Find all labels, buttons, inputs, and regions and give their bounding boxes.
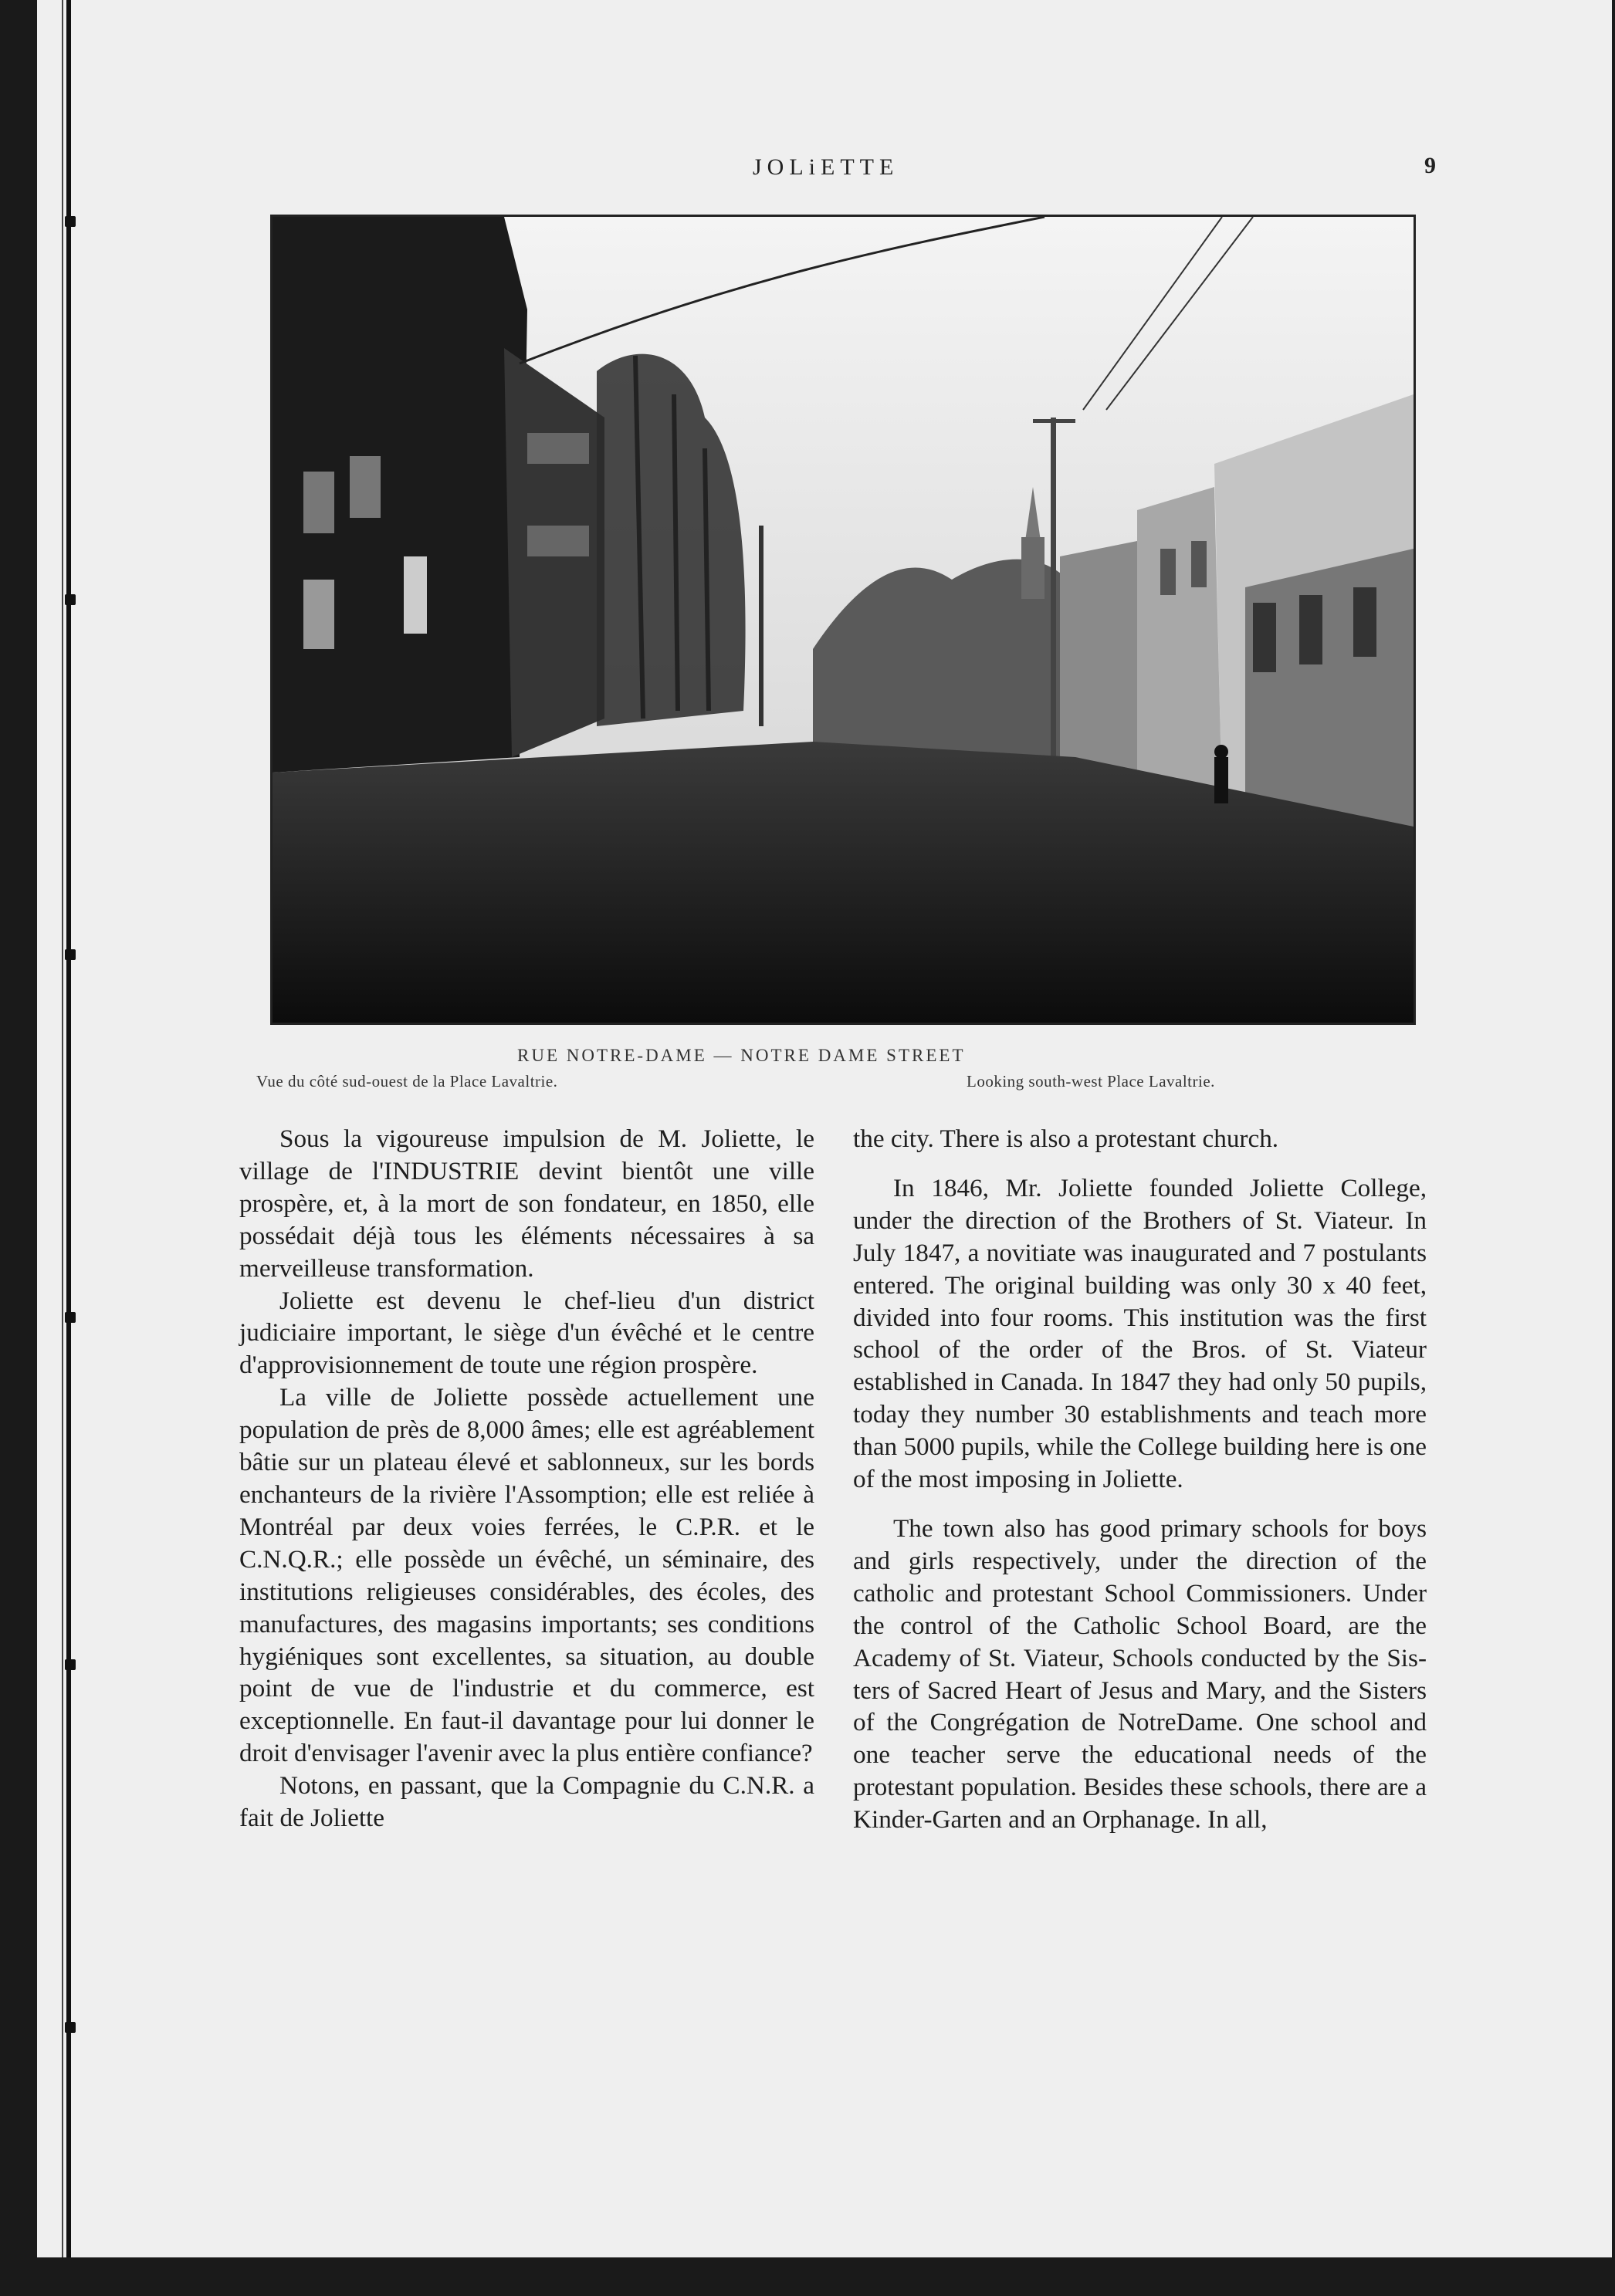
paragraph: In 1846, Mr. Joliette founded Joliette College, under the direction of the Brothers of St. Viateur. In July 1847, a novitiate was inaugurated and 7 postulants entered. The original building was only 30 x 40 feet, divided into four rooms. This institution was the first school of the order of the Bros. of St. Viateur established in Canada. In 1847 they had only 50 pupils, today they number 30 establishments and teach more than 5000 pupils, while the College building here is one of the most imposing in Joliette.	[853, 1173, 1427, 1494]
street-photograph	[270, 215, 1416, 1025]
left-text-column	[239, 1123, 814, 1834]
figure-caption-english: Looking south-west Place Lavaltrie.	[967, 1072, 1215, 1091]
paragraph: The town also has good primary schools for boys and girls respectively, under the direction of the catholic and protestant School Commissioners. Under the control of the Catholic School Board, are the Academy of St. Viateur, Schools conducted by the Sisters of Sacred Heart of Jesus and Mary, and the Sisters of the Congrégation de NotreDame. One school and one teacher serve the educational needs of the protestant population. Besides these schools, there are a Kinder-Garten and an Orphanage. In all,	[853, 1513, 1427, 1834]
paragraph: the city. There is also a protestant church.	[853, 1124, 1279, 1153]
binding-mark	[65, 949, 76, 960]
paragraph: Sous la vigoureuse impulsion de M. Joliette, le village de l'INDUSTRIE devint bientôt une ville prospère, et, à la mort de son fondateur, en 1850, elle possédait déjà tous les éléments nécessaires à sa merveilleuse transformation.	[239, 1124, 814, 1283]
running-title: JOLiETTE	[753, 154, 899, 180]
binding-mark	[65, 1659, 76, 1670]
binding-mark	[65, 1312, 76, 1323]
right-text-column	[853, 1123, 1427, 1836]
figure-caption-title: RUE NOTRE-DAME — NOTRE DAME STREET	[517, 1046, 966, 1065]
page-binding-edge	[62, 0, 63, 2296]
page-binding-edge-dark	[66, 0, 71, 2296]
binding-mark	[65, 2022, 76, 2033]
binding-mark	[65, 216, 76, 227]
scan-border-bottom	[0, 2257, 1615, 2296]
figure-caption-french: Vue du côté sud-ouest de la Place Lavaltrie.	[256, 1072, 558, 1091]
page-number: 9	[1424, 153, 1436, 178]
paragraph: Joliette est devenu le chef-lieu d'un district judiciaire important, le siège d'un évêché et le centre d'approvisionnement de toute une région prospère.	[239, 1286, 814, 1380]
paragraph: La ville de Joliette possède actuellement une population de près de 8,000 âmes; elle est agréablement bâtie sur un plateau élevé et sablonneux, sur les bords enchanteurs de la rivière l'Assomption; elle est reliée à Montréal par deux voies ferrées, le C.P.R. et le C.N.Q.R.; elle possède un évêché, un séminaire, des institutions religieuses considérables, des écoles, des manufactures, des magasins importants; ses conditions hygiéniques sont excellentes, sa situation, au double point de vue de l'industrie et du commerce, est exceptionnelle. En faut-il davantage pour lui donner le droit d'envisager l'avenir avec la plus entière confiance?	[239, 1383, 814, 1768]
street-photo-image	[273, 217, 1414, 1023]
binding-mark	[65, 594, 76, 605]
paragraph: Notons, en passant, que la Compagnie du C.N.R. a fait de Joliette	[239, 1771, 814, 1833]
